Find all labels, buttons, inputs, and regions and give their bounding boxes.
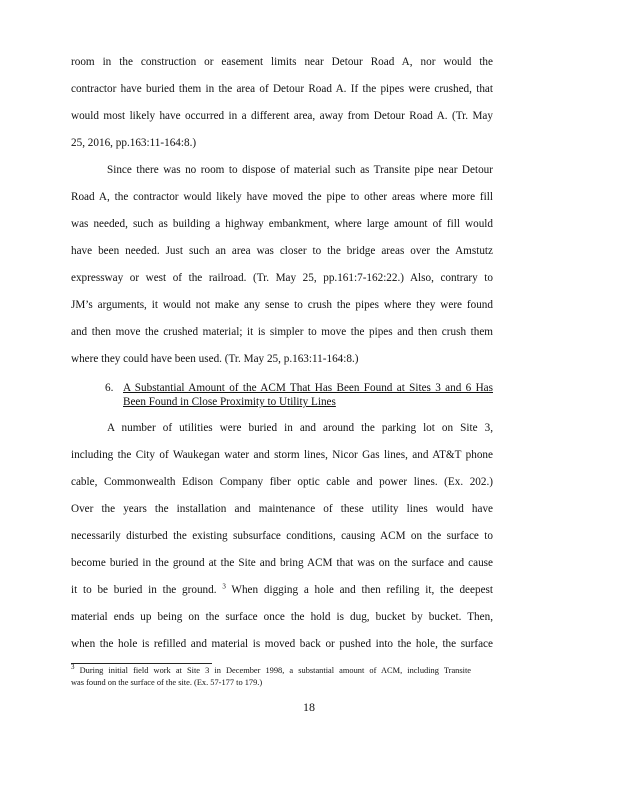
paragraph-1 bbox=[71, 49, 493, 157]
text-line: Road A, the contractor would likely have moved the pipe to other areas where more fill bbox=[71, 191, 493, 203]
text-line: and then move the crushed material; it is simpler to move the pipes and then crush them bbox=[71, 326, 493, 338]
text-line: become buried in the ground at the Site and bring ACM that was on the surface and cause bbox=[71, 557, 493, 569]
text-line: necessarily disturbed the existing subsurface conditions, causing ACM on the surface to bbox=[71, 530, 493, 542]
text-line: including the City of Waukegan water and storm lines, Nicor Gas lines, and AT&T phone bbox=[71, 449, 493, 461]
text-line: when the hole is refilled and material is moved back or pushed into the hole, the surface bbox=[71, 638, 493, 650]
section-heading bbox=[105, 381, 493, 409]
footnote-reference[interactable]: 3 bbox=[222, 582, 226, 591]
text-line: material ends up being on the surface once the hold is dug, bucket by bucket. Then, bbox=[71, 611, 493, 623]
text-line: room in the construction or easement limits near Detour Road A, nor would the bbox=[71, 56, 493, 68]
page-number: 18 bbox=[303, 700, 315, 714]
footnote-line-2: was found on the surface of the site. (Ex. 57-177 to 179.) bbox=[71, 678, 263, 687]
text-line: where they could have been used. (Tr. May 25, p.163:11-164:8.) bbox=[71, 353, 359, 365]
text-line: have been needed. Just such an area was closer to the bridge areas over the Amstutz bbox=[71, 245, 493, 257]
text-line-with-footnote-ref bbox=[71, 577, 493, 604]
footnote-line-1 bbox=[71, 665, 471, 677]
text-line: cable, Commonwealth Edison Company fiber optic cable and power lines. (Ex. 202.) bbox=[71, 476, 493, 488]
text-line: Since there was no room to dispose of material such as Transite pipe near Detour bbox=[107, 164, 493, 176]
heading-line-2: Been Found in Close Proximity to Utility Lines bbox=[123, 396, 336, 408]
heading-line-1: A Substantial Amount of the ACM That Has Been Found at Sites 3 and 6 Has bbox=[123, 382, 493, 394]
footnote-marker: 3 bbox=[71, 663, 75, 672]
footnote-divider bbox=[71, 663, 212, 664]
footnote bbox=[71, 665, 471, 689]
text-line: was needed, such as building a highway embankment, where large amount of fill would bbox=[71, 218, 493, 230]
text-line: Over the years the installation and maintenance of these utility lines would have bbox=[71, 503, 493, 515]
text-line: 25, 2016, pp.163:11-164:8.) bbox=[71, 137, 197, 149]
heading-number: 6. bbox=[105, 382, 114, 394]
footnote-text: During initial field work at Site 3 in December 1998, a substantial amount of ACM, including Transite bbox=[79, 666, 471, 675]
text-segment: When digging a hole and then refiling it, the deepest bbox=[231, 584, 493, 596]
text-line: A number of utilities were buried in and around the parking lot on Site 3, bbox=[107, 422, 493, 434]
text-line: JM’s arguments, it would not make any sense to crush the pipes where they were found bbox=[71, 299, 493, 311]
text-line: expressway or west of the railroad. (Tr. May 25, pp.161:7-162:22.) Also, contrary to bbox=[71, 272, 493, 284]
text-line: contractor have buried them in the area of Detour Road A. If the pipes were crushed, that bbox=[71, 83, 493, 95]
text-line: would most likely have occurred in a different area, away from Detour Road A. (Tr. May bbox=[71, 110, 493, 122]
paragraph-3 bbox=[71, 415, 493, 658]
text-segment: it to be buried in the ground. bbox=[71, 584, 217, 596]
paragraph-2 bbox=[71, 157, 493, 373]
